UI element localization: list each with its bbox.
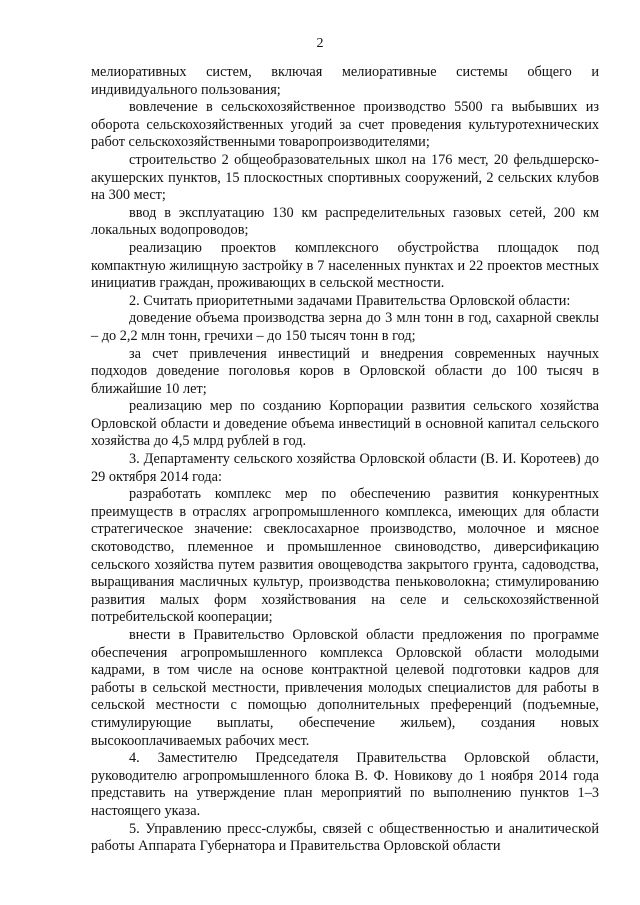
paragraph: ввод в эксплуатацию 130 км распределительных газовых сетей, 200 км локальных водопроводов; — [91, 204, 599, 239]
paragraph: 3. Департаменту сельского хозяйства Орловской области (В. И. Коротеев) до 29 октября 2014 года: — [91, 451, 599, 485]
paragraph: строительство 2 общеобразовательных школ на 176 мест, 20 фельдшерско-акушерских пунктов, 15 плоскостных спортивных сооружений, 2 сельских клубов на 300 мест; — [91, 151, 599, 204]
paragraph: 4. Заместителю Председателя Правительства Орловской области, руководителю агропромышленного блока В. Ф. Новикову до 1 ноября 2014 года представить на утверждение план мероприятий по выполнению пунктов 1–3 настоящего указа. — [91, 750, 599, 819]
document-body — [91, 64, 599, 856]
paragraph: вовлечение в сельскохозяйственное производство 5500 га выбывших из оборота сельскохозяйственных угодий за счет проведения культуротехнических работ сельскохозяйственными товаропроизводителями; — [91, 99, 599, 151]
paragraph: внести в Правительство Орловской области предложения по программе обеспечения агропромышленного комплекса Орловской области молодыми кадрами, в том числе на основе контрактной целевой подготовки кадров для работы в сельской местности, привлечения молодых специалистов для работы в сельской местности с помощью дополнительных преференций (подъемные, стимулирующие выплаты, обеспечение жильем), создания новых высокооплачиваемых рабочих мест. — [91, 627, 599, 749]
paragraph: 5. Управлению пресс-службы, связей с общественностью и аналитической работы Аппарата Губернатора и Правительства Орловской области — [91, 820, 599, 855]
page-number: 2 — [316, 36, 324, 51]
paragraph: реализацию проектов комплексного обустройства площадок под компактную жилищную застройку в 7 населенных пунктах и 22 проектов местных инициатив граждан, проживающих в сельской местности. — [91, 239, 599, 292]
paragraph: разработать комплекс мер по обеспечению развития конкурентных преимуществ в отраслях агропромышленного комплекса, имеющих для области стратегическое значение: свеклосахарное производство, молочное и мясное скотоводство, племенное и промышленное свиноводство, диверсификацию сельского хозяйства путем развития овощеводства закрытого грунта, садоводства, выращивания масличных культур, производства пеньковолокна; стимулированию развития малых форм хозяйствования на селе и сельскохозяйственной потребительской кооперации; — [91, 486, 599, 626]
paragraph: 2. Считать приоритетными задачами Правительства Орловской области: — [129, 292, 571, 309]
paragraph: реализацию мер по созданию Корпорации развития сельского хозяйства Орловской области и доведение объема инвестиций в основной капитал сельского хозяйства до 4,5 млрд рублей в год. — [91, 398, 599, 450]
paragraph: за счет привлечения инвестиций и внедрения современных научных подходов доведение поголовья коров в Орловской области до 100 тысяч в ближайшие 10 лет; — [91, 345, 599, 397]
paragraph: доведение объема производства зерна до 3 млн тонн в год, сахарной свеклы – до 2,2 млн тонн, гречихи – до 150 тысяч тонн в год; — [91, 310, 599, 344]
paragraph: мелиоративных систем, включая мелиоративные системы общего и индивидуального пользования; — [91, 64, 599, 98]
